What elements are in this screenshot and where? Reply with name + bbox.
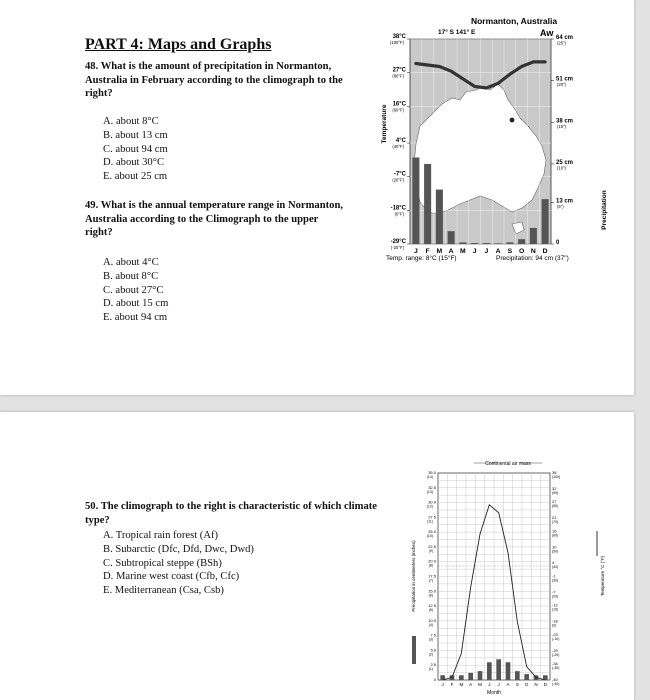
chart1-month-label: S [507,248,513,255]
chart1-right-tick-label: 51 cm [556,76,574,83]
chart2-right-tick-sublabel: (40) [552,565,559,570]
chart1-left-tick-label: 16°C [392,101,406,108]
chart1-left-tick-label: -18°C [390,205,406,212]
chart1-bar-M [459,242,466,244]
chart2-left-tick-label: 0 [433,677,436,682]
q50-option-d[interactable]: D. Marine west coast (Cfb, Cfc) [103,571,240,583]
chart2-right-tick-label: 10 [552,544,557,550]
chart2-bar-M [459,675,464,680]
chart2-bar-J [487,662,492,680]
chart1-bar-J [412,158,419,244]
chart1-left-tick-sublabel: (60°F) [392,107,404,113]
chart1-right-tick-label: 64 cm [556,35,574,41]
chart2-right-tick-sublabel: (10) [552,607,559,612]
chart2-right-tick-sublabel: (-10) [552,636,560,641]
chart2-left-tick-label: 12.5 [428,603,436,609]
question-48-options [103,115,168,184]
chart2-month-label: F [450,682,454,687]
chart2-left-tick-label: 5.0 [430,647,436,653]
chart1-month-label: M [460,248,466,255]
chart2-right-tick-sublabel: (20) [552,594,559,599]
chart1-left-tick-sublabel: (-20°F) [390,245,404,250]
chart2-right-tick-sublabel: (80) [552,504,559,509]
chart1-left-tick-sublabel: (100°F) [389,40,404,45]
chart2-right-tick-label: 27 [552,499,557,505]
chart2-left-tick-sublabel: (14) [426,475,433,479]
chart1-x-axis [414,248,548,255]
chart1-bar-J [471,243,478,244]
question-48: 48. What is the amount of precipitation in Normanton, Australia in February according to the climograph to the right? [85,61,343,99]
chart2-left-tick-sublabel: (12) [426,504,433,509]
chart2-left-tick-sublabel: (10) [426,534,433,539]
chart2-left-tick-label: 2.5 [430,662,436,668]
chart1-precip-label: Precipitation: 94 cm (37") [496,255,569,262]
chart2-right-tick-sublabel: (70) [552,520,559,525]
chart1-month-label: J [472,248,477,255]
chart2-left-tick-label: 25.0 [428,529,436,535]
q48-option-d[interactable]: D. about 30°C [103,157,165,169]
chart2-right-tick-label: -7 [552,589,556,595]
chart2-month-label: M [478,682,482,687]
chart2-left-tick-sublabel: (3) [428,637,433,642]
chart2-left-tick-label: 15.0 [428,588,436,594]
chart1-bar-M [436,190,443,244]
chart2-right-tick-sublabel: (90) [552,490,559,495]
chart1-right-tick-sublabel: (10") [557,165,566,171]
chart1-left-tick-label: -7°C [393,171,406,178]
chart1-right-tick-sublabel: (5") [557,203,564,209]
chart1-ylabel-left: Temperature [381,104,388,144]
chart1-subtitle: 17° S 141° E [438,29,476,36]
chart1-left-tick-label: -29°C [390,239,406,245]
chart2-left-tick-sublabel: (5) [428,608,433,613]
chart1-month-label: A [448,248,454,255]
question-50-options [103,529,254,598]
chart1-month-label: J [413,248,418,255]
q49-option-c[interactable]: C. about 27°C [103,284,164,296]
chart2-right-tick-label: 38 [552,470,557,475]
chart1-left-tick-sublabel: (20°F) [392,177,404,183]
chart1-bar-D [542,199,549,244]
chart2-left-tick-sublabel: (13) [426,489,433,494]
q48-option-a[interactable]: A. about 8°C [103,116,159,127]
chart1-left-tick-sublabel: (0°F) [394,211,404,217]
chart2-right-tick-label: 16 [552,528,557,534]
chart1-right-tick-label: 38 cm [556,118,574,125]
chart2-right-tick-sublabel: (-40) [552,682,560,686]
chart2-right-tick-sublabel: (30) [552,578,559,583]
chart2-month-label: J [488,682,491,687]
normanton-climograph [380,14,612,266]
question-49: 49. What is the annual temperature range in Normanton, Australia according to the Climograph to the upper right? [85,200,343,238]
chart2-right-tick-label: 32 [552,485,557,491]
q50-option-e[interactable]: E. Mediterranean (Csa, Csb) [103,585,224,597]
chart2-left-tick-sublabel: (11) [427,519,433,524]
chart2-right-tick-sublabel: (-30) [552,666,560,671]
chart2-left-tick-label: 27.5 [428,514,436,520]
chart2-left-tick-sublabel: (2) [428,652,433,657]
q48-option-b[interactable]: B. about 13 cm [103,129,168,141]
chart2-left-tick-label: 10.0 [428,617,436,623]
chart1-right-tick-sublabel: (15") [557,123,566,129]
chart2-right-tick-label: -34 [552,661,558,667]
chart1-left-tick-sublabel: (80°F) [392,73,404,79]
chart2-bar-J [496,659,501,680]
chart1-left-tick-label: 27°C [392,67,406,74]
chart1-month-label: O [518,248,525,255]
q50-option-b[interactable]: B. Subarctic (Dfc, Dfd, Dwc, Dwd) [103,543,254,555]
chart1-bar-F [424,164,431,244]
chart2-x-axis [442,682,548,687]
chart2-left-tick-sublabel: (7) [428,578,433,583]
q50-option-a[interactable]: A. Tropical rain forest (Af) [103,530,219,541]
question-49-options [103,256,168,325]
chart2-left-tick-label: 17.5 [428,573,436,579]
q49-option-b[interactable]: B. about 8°C [103,270,159,282]
chart1-bar-J [483,243,490,244]
q48-option-c[interactable]: C. about 94 cm [103,143,168,155]
chart1-right-tick-label: 13 cm [556,198,574,205]
chart1-ylabel-right: Precipitation [601,190,608,230]
chart2-right-tick-sublabel: (60) [552,533,559,538]
chart2-month-label: J [441,682,444,687]
chart2-bar-M [478,671,483,680]
q49-option-a[interactable]: A. about 4°C [103,257,159,268]
chart2-bar-S [515,671,520,680]
chart2-right-axis [552,470,560,686]
part-title: PART 4: Maps and Graphs [85,36,272,53]
chart2-month-label: S [515,682,519,687]
q50-option-c[interactable]: C. Subtropical steppe (BSh) [103,557,222,569]
chart1-month-label: M [436,248,443,255]
chart2-right-tick-sublabel: (-20) [552,652,560,657]
chart1-month-label: N [530,248,536,255]
chart2-right-tick-label: -40 [552,677,558,682]
chart2-left-tick-label: 20.0 [428,558,436,564]
chart2-ylabel-right: Temperature °C (°F) [600,555,605,597]
chart1-climate-code: Aw [540,28,554,38]
chart1-left-axis [390,34,410,250]
chart2-left-tick-sublabel: (4) [428,622,433,627]
chart2-left-tick-label: 30.0 [428,499,436,505]
q48-option-e[interactable]: E. about 25 cm [103,171,168,183]
chart2-left-axis [427,470,437,682]
q49-option-e[interactable]: E. about 94 cm [103,312,168,324]
question-50: 50. The climograph to the right is characteristic of which climate type? [85,501,377,526]
chart2-right-tick-label: 4 [552,560,555,566]
chart2-right-tick-label: -29 [552,647,558,653]
chart2-left-tick-label: 22.5 [428,543,436,549]
chart1-right-tick-sublabel: (25") [557,40,566,46]
chart1-bar-N [530,228,537,244]
chart1-title: Normanton, Australia [470,16,558,26]
chart2-left-tick-sublabel: (1) [428,667,433,672]
chart1-right-tick-label: 0 [556,240,560,246]
chart1-bar-S [506,242,513,244]
chart2-left-tick-label: 32.5 [428,484,436,490]
chart1-right-tick-sublabel: (20") [557,82,566,88]
chart2-right-tick-label: -1 [552,573,556,579]
chart2-month-label: O [524,682,529,687]
chart1-month-label: D [542,248,548,255]
chart2-bar-A [506,662,511,680]
worksheet-page-2 [0,412,634,700]
chart1-bar-A [448,231,455,244]
chart1-left-tick-label: 38°C [392,34,406,40]
chart2-left-tick-sublabel: (8) [428,563,433,568]
chart2-precip-legend-swatch [412,636,416,664]
chart1-bar-A [495,243,502,244]
chart1-right-tick-label: 25 cm [556,159,574,166]
chart1-left-tick-label: 4°C [395,138,406,145]
chart2-left-tick-sublabel: (9) [428,548,433,553]
chart2-right-tick-sublabel: (0) [552,623,557,628]
q49-option-d[interactable]: D. about 15 cm [103,298,169,310]
chart1-temp-range-label: Temp. range: 8°C (15°F) [386,255,457,262]
chart1-month-label: F [425,248,430,255]
chart2-left-tick-sublabel: (6) [428,593,433,598]
chart1-left-tick-sublabel: (40°F) [392,144,404,150]
chart2-month-label: M [459,682,464,687]
chart2-right-tick-label: -18 [552,618,558,624]
chart1-bar-O [518,239,525,244]
chart2-month-label: A [506,682,510,687]
chart2-ylabel-left: Precipitation in centimeters (inches) [411,540,416,612]
chart2-right-tick-sublabel: (50) [552,549,559,554]
chart2-title: Continental air mass [485,461,531,467]
chart1-right-axis [551,35,573,246]
chart1-month-label: A [495,248,501,255]
chart2-bar-A [468,673,473,680]
chart2-right-tick-label: 21 [552,515,557,521]
chart2-month-label: A [469,682,473,687]
chart2-month-label: J [497,682,500,687]
chart2-xlabel: Month [487,690,501,696]
chart2-left-tick-label: 7.5 [430,632,436,638]
chart2-right-tick-sublabel: (100) [552,475,561,479]
continental-climograph [408,456,608,696]
normanton-location-marker [510,118,515,123]
chart2-bar-O [524,674,529,680]
chart2-month-label: D [543,682,547,687]
chart2-right-tick-label: -12 [552,602,558,608]
chart2-right-tick-label: -23 [552,631,558,637]
chart2-month-label: N [534,682,538,687]
chart1-month-label: J [484,248,489,255]
chart2-left-tick-label: 35.0 [428,470,436,475]
